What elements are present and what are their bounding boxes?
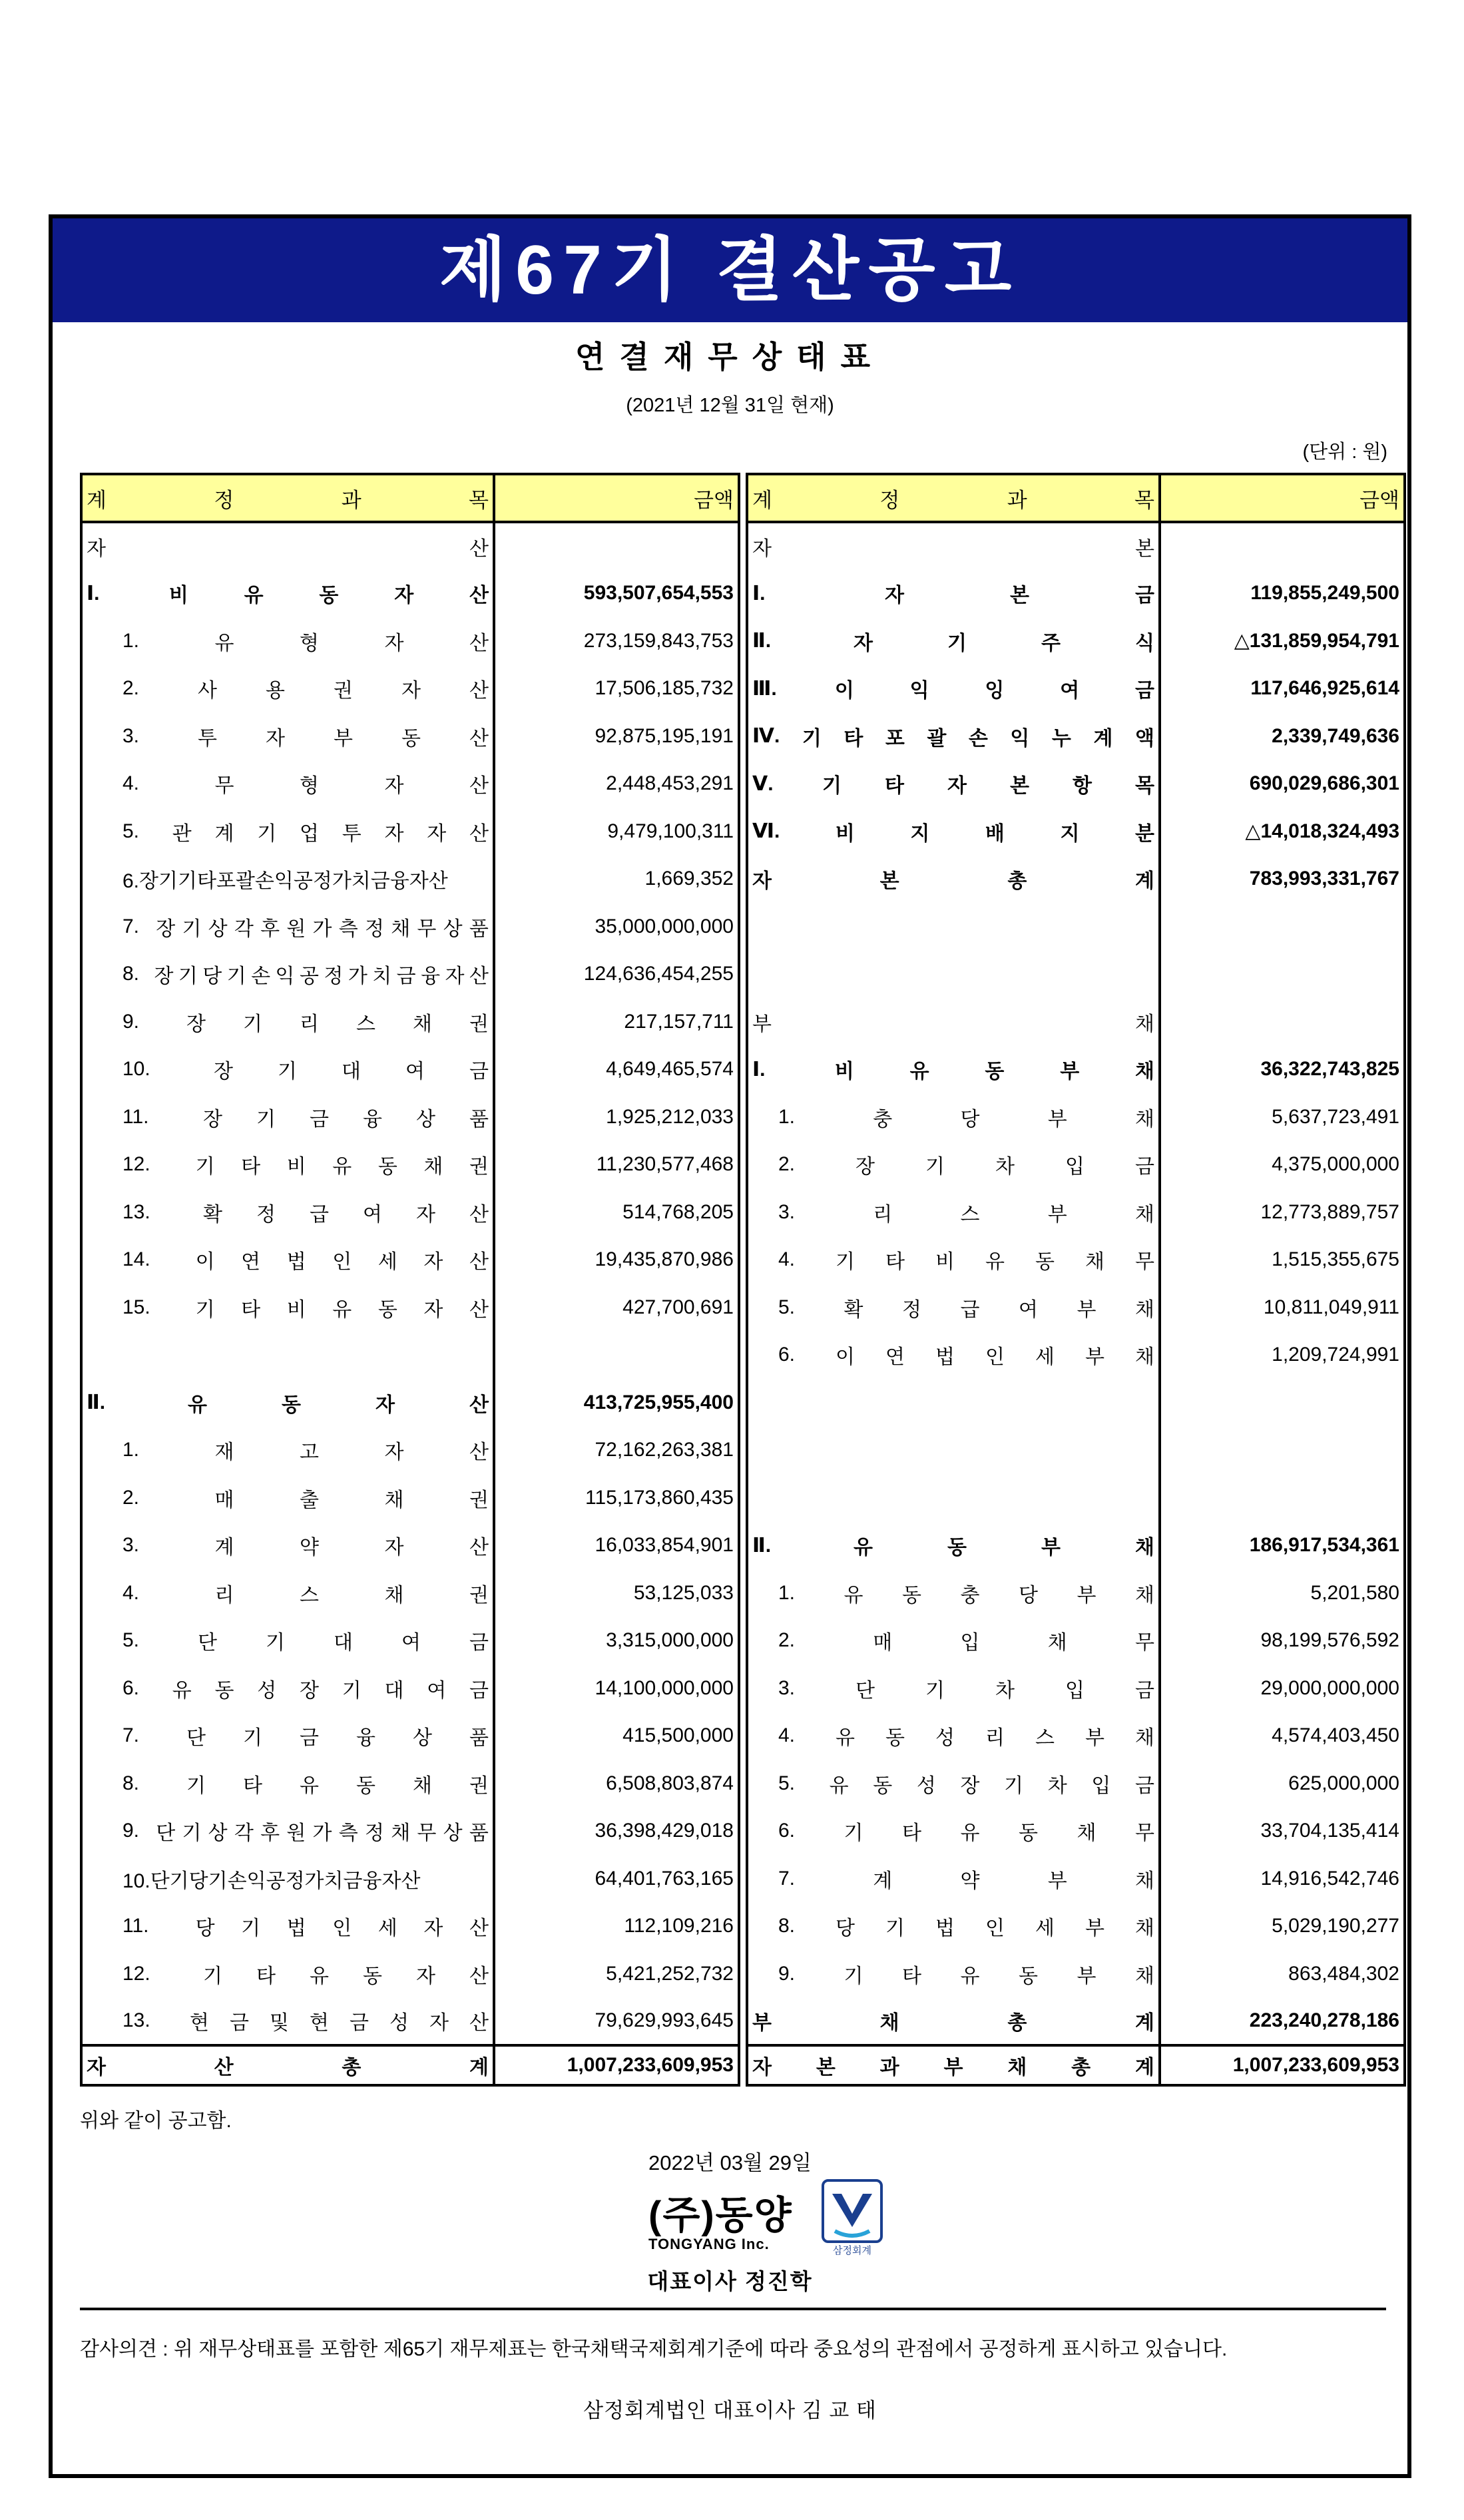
table-row	[81, 1760, 739, 1808]
divider	[80, 2308, 1386, 2310]
account-name: 부 채	[747, 998, 1160, 1046]
amount-value	[1160, 951, 1405, 999]
ceo-signature: 대표이사 정진학	[647, 2269, 813, 2294]
table-row	[747, 1046, 1405, 1094]
amount-value	[494, 1332, 739, 1380]
amount-value: 625,000,000	[1160, 1760, 1405, 1808]
amount-value: 64,401,763,165	[494, 1855, 739, 1903]
table-row	[81, 522, 739, 570]
account-name: 3. 계 약 자 산	[81, 1522, 494, 1570]
header-account: 계 정 과 목	[747, 474, 1160, 522]
statement-title: 연결재무상태표	[575, 340, 885, 374]
as-of-date: (2021년 12월 31일 현재)	[626, 395, 834, 416]
audit-opinion: 감사의견 : 위 재무상태표를 포함한 제65기 재무제표는 한국채택국제회계기준에 따라 중요성의 관점에서 공정하게 표시하고 있습니다.	[80, 2338, 1228, 2360]
amount-value: 11,230,577,468	[494, 1141, 739, 1189]
announcement-date: 2022년 03월 29일	[648, 2151, 812, 2174]
table-row	[747, 570, 1405, 618]
amount-value: 72,162,263,381	[494, 1427, 739, 1475]
amount-value: 1,209,724,991	[1160, 1332, 1405, 1380]
amount-value: 690,029,686,301	[1160, 760, 1405, 808]
table-header-row	[81, 474, 739, 522]
header-amount: 금액	[1160, 474, 1405, 522]
account-name: Ⅰ. 자 본 금	[747, 570, 1160, 618]
amount-value: 115,173,860,435	[494, 1474, 739, 1522]
table-row	[747, 1522, 1405, 1570]
table-row	[747, 760, 1405, 808]
account-name: Ⅱ. 자 기 주 식	[747, 617, 1160, 665]
account-name: 5. 유 동 성 장 기 차 입 금	[747, 1760, 1160, 1808]
amount-value: 79,629,993,645	[494, 1998, 739, 2046]
amount-value: 186,917,534,361	[1160, 1522, 1405, 1570]
account-name: 6. 기 타 유 동 채 무	[747, 1808, 1160, 1856]
table-row	[747, 856, 1405, 903]
account-name: Ⅳ. 기 타 포 괄 손 익 누 계 액	[747, 712, 1160, 760]
table-row	[747, 998, 1405, 1046]
table-row	[81, 617, 739, 665]
amount-value: 16,033,854,901	[494, 1522, 739, 1570]
account-name: 5. 확 정 급 여 부 채	[747, 1284, 1160, 1332]
table-header-row	[747, 474, 1405, 522]
account-name: 4. 리 스 채 권	[81, 1569, 494, 1617]
table-row	[81, 1236, 739, 1284]
amount-value: 29,000,000,000	[1160, 1664, 1405, 1712]
amount-value: 92,875,195,191	[494, 712, 739, 760]
account-name: 12. 기 타 비 유 동 채 권	[81, 1141, 494, 1189]
total-amount: 1,007,233,609,953	[1160, 2045, 1405, 2085]
auditor-name: 삼정회계법인 대표이사 김 교 태	[583, 2399, 877, 2422]
table-row	[81, 760, 739, 808]
table-row	[747, 617, 1405, 665]
table-row	[747, 1950, 1405, 1998]
table-row	[747, 1379, 1405, 1427]
table-row	[747, 1188, 1405, 1236]
table-row	[81, 1427, 739, 1475]
equity-liabilities-table	[746, 473, 1406, 2087]
unit-label: (단위 : 원)	[1302, 441, 1387, 463]
table-row	[81, 665, 739, 713]
amount-value: 223,240,278,186	[1160, 1998, 1405, 2046]
amount-value: 4,649,465,574	[494, 1046, 739, 1094]
table-row	[747, 1284, 1405, 1332]
table-row	[747, 1569, 1405, 1617]
table-row	[747, 808, 1405, 856]
table-row	[81, 1808, 739, 1856]
table-row	[747, 1664, 1405, 1712]
amount-value: 415,500,000	[494, 1712, 739, 1760]
account-name: 1. 유 동 충 당 부 채	[747, 1569, 1160, 1617]
amount-value: 14,916,542,746	[1160, 1855, 1405, 1903]
account-name	[747, 903, 1160, 951]
amount-value: 514,768,205	[494, 1188, 739, 1236]
amount-value: 5,421,252,732	[494, 1950, 739, 1998]
announcement-note: 위와 같이 공고함.	[80, 2110, 232, 2132]
amount-value: 117,646,925,614	[1160, 665, 1405, 713]
amount-value: 427,700,691	[494, 1284, 739, 1332]
account-name: 9. 기 타 유 동 부 채	[747, 1950, 1160, 1998]
amount-value: 124,636,454,255	[494, 951, 739, 999]
amount-value	[1160, 1474, 1405, 1522]
table-row	[747, 951, 1405, 999]
amount-value: 2,339,749,636	[1160, 712, 1405, 760]
table-row	[747, 1093, 1405, 1141]
table-row	[81, 998, 739, 1046]
amount-value: 119,855,249,500	[1160, 570, 1405, 618]
amount-value: 12,773,889,757	[1160, 1188, 1405, 1236]
account-name: 13. 확 정 급 여 자 산	[81, 1188, 494, 1236]
account-name: 12. 기 타 유 동 자 산	[81, 1950, 494, 1998]
account-name: 6. 유 동 성 장 기 대 여 금	[81, 1664, 494, 1712]
account-name	[81, 1332, 494, 1380]
table-row	[81, 1046, 739, 1094]
account-name	[747, 1379, 1160, 1427]
table-row	[81, 1998, 739, 2046]
table-row	[81, 1141, 739, 1189]
amount-value: 98,199,576,592	[1160, 1617, 1405, 1665]
amount-value: 35,000,000,000	[494, 903, 739, 951]
account-name: 8. 당 기 법 인 세 부 채	[747, 1903, 1160, 1951]
announcement-title: 제67기 결산공고	[53, 218, 1407, 322]
table-row	[81, 1379, 739, 1427]
account-name: 5. 관 계 기 업 투 자 자 산	[81, 808, 494, 856]
amount-value: 53,125,033	[494, 1569, 739, 1617]
amount-value	[1160, 903, 1405, 951]
amount-value: 863,484,302	[1160, 1950, 1405, 1998]
amount-value: △131,859,954,791	[1160, 617, 1405, 665]
amount-value: 2,448,453,291	[494, 760, 739, 808]
table-row	[747, 665, 1405, 713]
table-row	[81, 1855, 739, 1903]
account-name: 4. 기 타 비 유 동 채 무	[747, 1236, 1160, 1284]
table-row	[81, 1617, 739, 1665]
total-row	[81, 2045, 739, 2085]
account-name: 3. 리 스 부 채	[747, 1188, 1160, 1236]
account-name	[747, 1427, 1160, 1475]
account-name: Ⅴ. 기 타 자 본 항 목	[747, 760, 1160, 808]
amount-value: 1,925,212,033	[494, 1093, 739, 1141]
amount-value: 10,811,049,911	[1160, 1284, 1405, 1332]
table-row	[81, 1569, 739, 1617]
table-row	[747, 1236, 1405, 1284]
amount-value: 783,993,331,767	[1160, 856, 1405, 903]
amount-value	[1160, 1379, 1405, 1427]
table-row	[81, 856, 739, 903]
amount-value: △14,018,324,493	[1160, 808, 1405, 856]
account-name: 9. 장 기 리 스 채 권	[81, 998, 494, 1046]
header-account: 계 정 과 목	[81, 474, 494, 522]
account-name: Ⅰ. 비 유 동 부 채	[747, 1046, 1160, 1094]
amount-value	[1160, 522, 1405, 570]
amount-value: 5,201,580	[1160, 1569, 1405, 1617]
table-row	[747, 1332, 1405, 1380]
table-row	[747, 522, 1405, 570]
amount-value: 593,507,654,553	[494, 570, 739, 618]
account-name: Ⅱ. 유 동 부 채	[747, 1522, 1160, 1570]
auditor-seal-icon	[822, 2179, 883, 2258]
table-row	[81, 1903, 739, 1951]
account-name: 3. 단 기 차 입 금	[747, 1664, 1160, 1712]
account-name: 7. 단 기 금 융 상 품	[81, 1712, 494, 1760]
amount-value: 1,515,355,675	[1160, 1236, 1405, 1284]
table-row	[747, 1903, 1405, 1951]
amount-value: 9,479,100,311	[494, 808, 739, 856]
account-name: 4. 무 형 자 산	[81, 760, 494, 808]
amount-value: 6,508,803,874	[494, 1760, 739, 1808]
table-row	[81, 570, 739, 618]
account-name: 9. 단 기 상 각 후 원 가 측 정 채 무 상 품	[81, 1808, 494, 1856]
table-row	[747, 1474, 1405, 1522]
account-name: 1. 유 형 자 산	[81, 617, 494, 665]
table-row	[81, 712, 739, 760]
amount-value: 5,637,723,491	[1160, 1093, 1405, 1141]
amount-value: 36,398,429,018	[494, 1808, 739, 1856]
account-name: Ⅰ. 비 유 동 자 산	[81, 570, 494, 618]
table-row	[747, 1808, 1405, 1856]
account-name: 3. 투 자 부 동 산	[81, 712, 494, 760]
account-name: 6. 이 연 법 인 세 부 채	[747, 1332, 1160, 1380]
amount-value: 36,322,743,825	[1160, 1046, 1405, 1094]
table-row	[747, 903, 1405, 951]
amount-value: 4,574,403,450	[1160, 1712, 1405, 1760]
account-name: 8. 장 기 당 기 손 익 공 정 가 치 금 융 자 산	[81, 951, 494, 999]
table-row	[81, 1188, 739, 1236]
account-name: 2. 매 출 채 권	[81, 1474, 494, 1522]
amount-value: 3,315,000,000	[494, 1617, 739, 1665]
account-name: 1. 충 당 부 채	[747, 1093, 1160, 1141]
table-row	[81, 1950, 739, 1998]
amount-value: 112,109,216	[494, 1903, 739, 1951]
table-row	[747, 1712, 1405, 1760]
account-name: 자 본 총 계	[747, 856, 1160, 903]
account-name	[747, 1474, 1160, 1522]
table-row	[81, 1332, 739, 1380]
account-name: 7. 장 기 상 각 후 원 가 측 정 채 무 상 품	[81, 903, 494, 951]
table-row	[747, 1998, 1405, 2046]
account-name: 자 산	[81, 522, 494, 570]
account-name: 2. 사 용 권 자 산	[81, 665, 494, 713]
account-name: 6.장기기타포괄손익공정가치금융자산	[81, 856, 494, 903]
assets-table	[80, 473, 740, 2087]
total-row	[747, 2045, 1405, 2085]
account-name: 10.단기당기손익공정가치금융자산	[81, 1855, 494, 1903]
account-name: 7. 계 약 부 채	[747, 1855, 1160, 1903]
company-logo-english: TONGYANG Inc.	[648, 2236, 770, 2252]
account-name: 11. 장 기 금 융 상 품	[81, 1093, 494, 1141]
announcement-frame	[49, 214, 1411, 2478]
total-amount: 1,007,233,609,953	[494, 2045, 739, 2085]
total-label: 자 본 과 부 채 총 계	[747, 2045, 1160, 2085]
account-name: 2. 장 기 차 입 금	[747, 1141, 1160, 1189]
account-name: Ⅲ. 이 익 잉 여 금	[747, 665, 1160, 713]
account-name: 부 채 총 계	[747, 1998, 1160, 2046]
amount-value: 1,669,352	[494, 856, 739, 903]
total-label: 자 산 총 계	[81, 2045, 494, 2085]
amount-value: 4,375,000,000	[1160, 1141, 1405, 1189]
account-name: 5. 단 기 대 여 금	[81, 1617, 494, 1665]
table-row	[81, 1664, 739, 1712]
table-row	[747, 1855, 1405, 1903]
table-row	[81, 1093, 739, 1141]
account-name: 14. 이 연 법 인 세 자 산	[81, 1236, 494, 1284]
table-row	[81, 808, 739, 856]
amount-value: 413,725,955,400	[494, 1379, 739, 1427]
table-row	[747, 1760, 1405, 1808]
account-name: 8. 기 타 유 동 채 권	[81, 1760, 494, 1808]
amount-value: 17,506,185,732	[494, 665, 739, 713]
account-name: 15. 기 타 비 유 동 자 산	[81, 1284, 494, 1332]
amount-value	[494, 522, 739, 570]
company-logo-text: (주)동양	[648, 2194, 793, 2237]
account-name: 13. 현 금 및 현 금 성 자 산	[81, 1998, 494, 2046]
seal-text: 삼정회계	[833, 2244, 871, 2256]
amount-value: 5,029,190,277	[1160, 1903, 1405, 1951]
account-name	[747, 951, 1160, 999]
amount-value: 217,157,711	[494, 998, 739, 1046]
table-row	[747, 712, 1405, 760]
amount-value: 14,100,000,000	[494, 1664, 739, 1712]
table-row	[81, 951, 739, 999]
account-name: Ⅱ. 유 동 자 산	[81, 1379, 494, 1427]
account-name: 2. 매 입 채 무	[747, 1617, 1160, 1665]
header-amount: 금액	[494, 474, 739, 522]
account-name: 4. 유 동 성 리 스 부 채	[747, 1712, 1160, 1760]
account-name: 10. 장 기 대 여 금	[81, 1046, 494, 1094]
amount-value	[1160, 998, 1405, 1046]
account-name: 11. 당 기 법 인 세 자 산	[81, 1903, 494, 1951]
amount-value: 273,159,843,753	[494, 617, 739, 665]
table-row	[81, 1522, 739, 1570]
account-name: Ⅵ. 비 지 배 지 분	[747, 808, 1160, 856]
table-row	[81, 1284, 739, 1332]
company-logo	[648, 2184, 793, 2253]
table-row	[81, 903, 739, 951]
account-name: 1. 재 고 자 산	[81, 1427, 494, 1475]
table-row	[747, 1141, 1405, 1189]
table-row	[81, 1712, 739, 1760]
table-row	[747, 1617, 1405, 1665]
account-name: 자 본	[747, 522, 1160, 570]
table-row	[81, 1474, 739, 1522]
table-row	[747, 1427, 1405, 1475]
amount-value: 19,435,870,986	[494, 1236, 739, 1284]
amount-value: 33,704,135,414	[1160, 1808, 1405, 1856]
amount-value	[1160, 1427, 1405, 1475]
